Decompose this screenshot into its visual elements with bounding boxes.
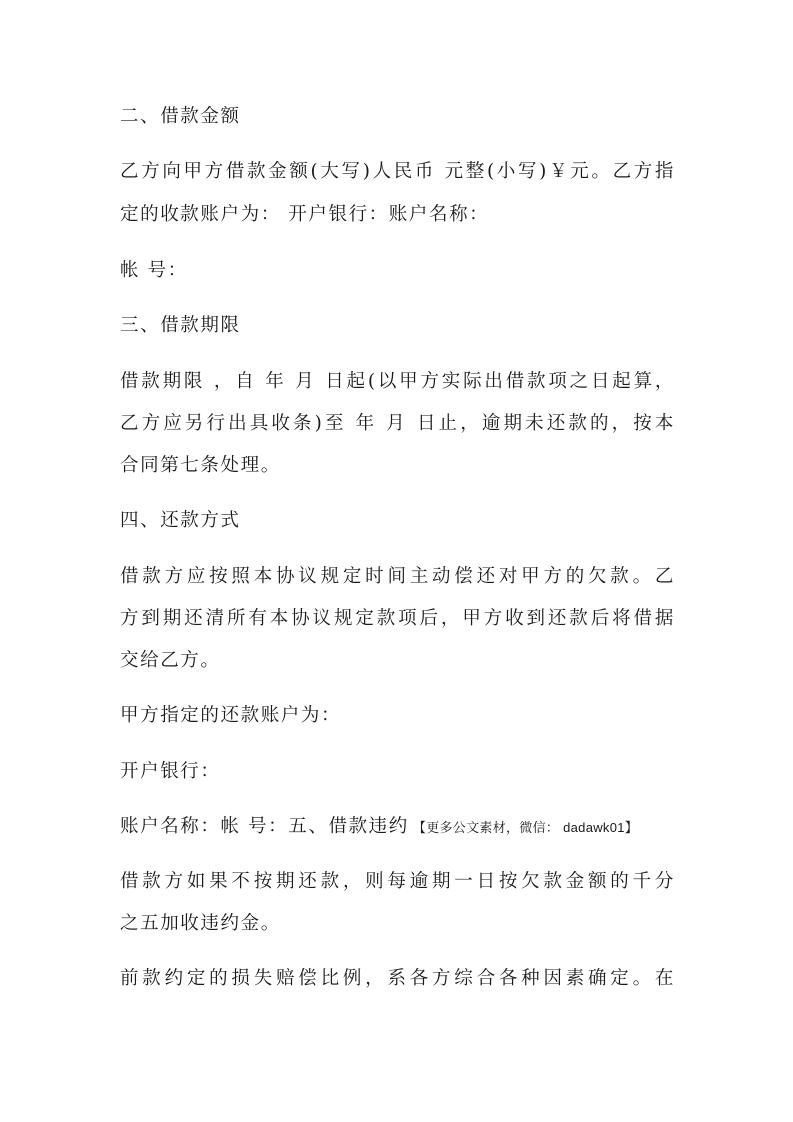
paragraph-loan-term-line-2: 乙方应另行出具收条)至 年 月 日止，逾期未还款的，按本	[120, 413, 675, 434]
heading-loan-amount: 二、借款金额	[120, 106, 241, 127]
paragraph-default-line-2: 之五加收违约金。	[120, 913, 281, 934]
paragraph-loan-term-line-1: 借款期限 ，自 年 月 日起(以甲方实际出借款项之日起算，	[120, 371, 675, 392]
account-number-line: 帐 号：	[120, 260, 188, 281]
heading-loan-term: 三、借款期限	[120, 315, 241, 336]
paragraph-repayment-line-1: 借款方应按照本协议规定时间主动偿还对甲方的欠款。乙	[120, 566, 675, 587]
paragraph-default-line-1: 借款方如果不按期还款，则每逾期一日按欠款金额的千分	[120, 871, 675, 892]
paragraph-repayment-line-2: 方到期还清所有本协议规定款项后，甲方收到还款后将借据	[120, 608, 675, 629]
opening-bank-line: 开户银行：	[120, 761, 221, 782]
heading-repayment-method: 四、还款方式	[120, 510, 241, 531]
promo-note: 【更多公文素材，微信： dadawk01】	[412, 820, 639, 835]
account-name-default-heading-line	[120, 814, 675, 841]
paragraph-repayment-line-3: 交给乙方。	[120, 650, 221, 671]
repayment-account-line: 甲方指定的还款账户为：	[120, 705, 342, 726]
account-name-and-default-heading: 账户名称：帐 号：五、借款违约	[120, 816, 409, 837]
paragraph-loan-amount-line-2: 定的收款账户为： 开户银行：账户名称：	[120, 204, 490, 225]
paragraph-compensation-line-1: 前款约定的损失赔偿比例，系各方综合各种因素确定。在	[120, 968, 675, 989]
paragraph-loan-term-line-3: 合同第七条处理。	[120, 455, 281, 476]
paragraph-loan-amount-line-1: 乙方向甲方借款金额(大写)人民币 元整(小写)￥元。乙方指	[120, 161, 675, 182]
